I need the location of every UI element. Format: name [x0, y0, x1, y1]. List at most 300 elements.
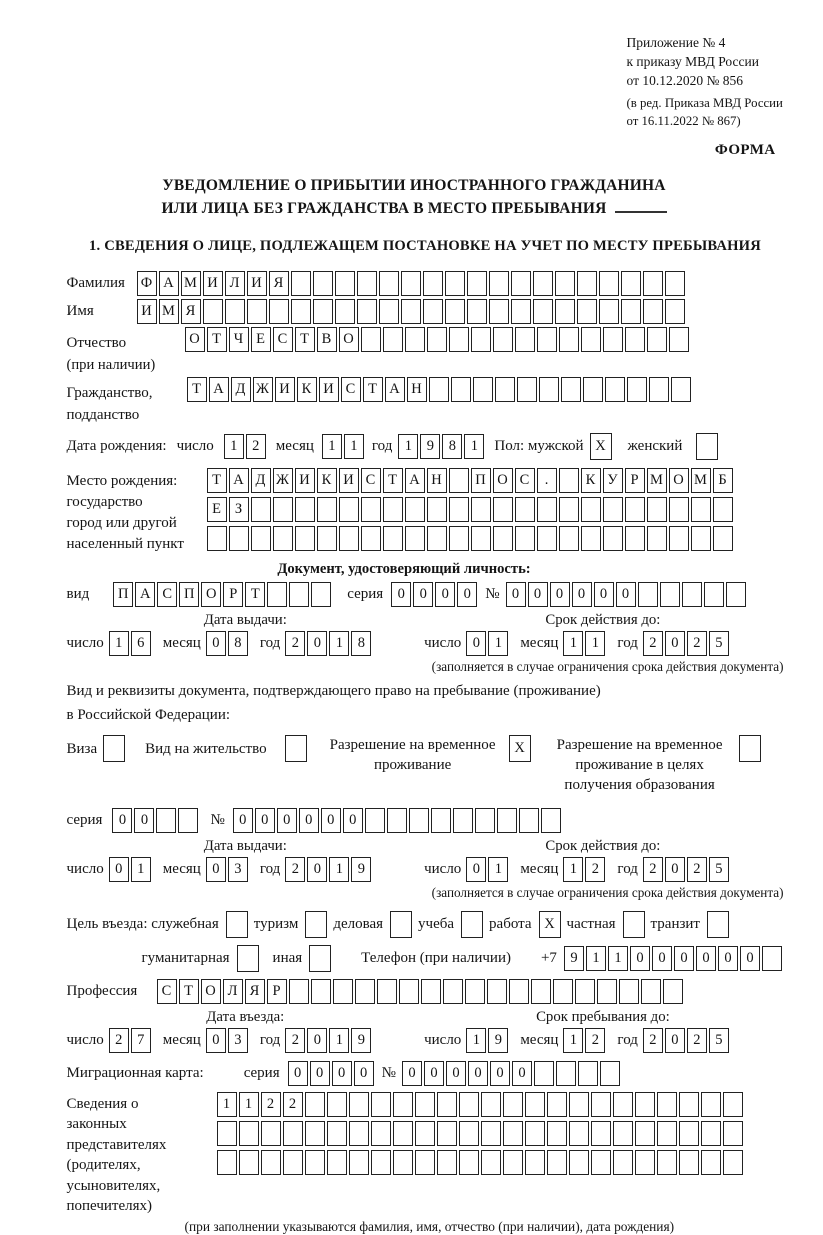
form-cell-empty[interactable]: [623, 911, 645, 938]
form-cell-filled[interactable]: 2: [643, 631, 663, 656]
form-cell-filled[interactable]: Ф: [137, 271, 157, 296]
form-cell-filled[interactable]: К: [317, 468, 337, 493]
form-cell-empty[interactable]: [643, 271, 663, 296]
form-cell-filled[interactable]: Я: [181, 299, 201, 324]
form-cell-empty[interactable]: [515, 497, 535, 522]
form-cell-filled[interactable]: 1: [224, 434, 244, 459]
form-cell-filled[interactable]: М: [647, 468, 667, 493]
form-cell-filled[interactable]: И: [339, 468, 359, 493]
form-cell-empty[interactable]: [541, 808, 561, 833]
form-cell-empty[interactable]: [251, 497, 271, 522]
form-cell-empty[interactable]: [647, 526, 667, 551]
form-cell-filled[interactable]: П: [113, 582, 133, 607]
form-cell-empty[interactable]: [289, 979, 309, 1004]
form-cell-empty[interactable]: [445, 271, 465, 296]
form-cell-empty[interactable]: [660, 582, 680, 607]
form-cell-filled[interactable]: Т: [363, 377, 383, 402]
form-cell-filled[interactable]: 0: [343, 808, 363, 833]
form-cell-empty[interactable]: [569, 1092, 589, 1117]
form-cell-filled[interactable]: Д: [231, 377, 251, 402]
form-cell-empty[interactable]: [591, 1092, 611, 1117]
form-cell-empty[interactable]: [493, 327, 513, 352]
form-cell-filled[interactable]: 6: [131, 631, 151, 656]
form-cell-empty[interactable]: [547, 1121, 567, 1146]
form-cell-empty[interactable]: [295, 526, 315, 551]
form-cell-empty[interactable]: [553, 979, 573, 1004]
form-cell-filled[interactable]: 2: [283, 1092, 303, 1117]
form-cell-empty[interactable]: [409, 808, 429, 833]
form-cell-empty[interactable]: [393, 1150, 413, 1175]
form-cell-empty[interactable]: [739, 735, 761, 762]
form-cell-filled[interactable]: 0: [332, 1061, 352, 1086]
form-cell-filled[interactable]: 0: [134, 808, 154, 833]
form-cell-filled[interactable]: 8: [351, 631, 371, 656]
form-cell-empty[interactable]: [605, 377, 625, 402]
form-cell-empty[interactable]: [251, 526, 271, 551]
form-cell-empty[interactable]: [467, 299, 487, 324]
form-cell-empty[interactable]: [621, 299, 641, 324]
form-cell-empty[interactable]: [493, 526, 513, 551]
form-cell-empty[interactable]: [421, 979, 441, 1004]
form-cell-empty[interactable]: [349, 1092, 369, 1117]
form-cell-empty[interactable]: [509, 979, 529, 1004]
form-cell-empty[interactable]: [635, 1121, 655, 1146]
form-cell-empty[interactable]: [461, 911, 483, 938]
form-cell-filled[interactable]: Р: [625, 468, 645, 493]
form-cell-filled[interactable]: 1: [608, 946, 628, 971]
form-cell-empty[interactable]: [459, 1150, 479, 1175]
form-cell-filled[interactable]: 0: [307, 857, 327, 882]
form-cell-filled[interactable]: И: [295, 468, 315, 493]
form-cell-empty[interactable]: [383, 526, 403, 551]
form-cell-empty[interactable]: [247, 299, 267, 324]
form-cell-filled[interactable]: 0: [630, 946, 650, 971]
form-cell-filled[interactable]: Л: [225, 271, 245, 296]
form-cell-filled[interactable]: 0: [435, 582, 455, 607]
form-cell-empty[interactable]: [365, 808, 385, 833]
form-cell-empty[interactable]: [723, 1121, 743, 1146]
form-cell-filled[interactable]: Я: [269, 271, 289, 296]
form-cell-empty[interactable]: [647, 497, 667, 522]
form-cell-empty[interactable]: [178, 808, 198, 833]
form-cell-empty[interactable]: [437, 1150, 457, 1175]
form-cell-empty[interactable]: [401, 271, 421, 296]
form-cell-empty[interactable]: [691, 526, 711, 551]
form-cell-empty[interactable]: [635, 1150, 655, 1175]
form-cell-empty[interactable]: [525, 1092, 545, 1117]
form-cell-empty[interactable]: [555, 271, 575, 296]
form-cell-filled[interactable]: А: [209, 377, 229, 402]
form-cell-filled[interactable]: 3: [228, 857, 248, 882]
form-cell-filled[interactable]: С: [273, 327, 293, 352]
form-cell-empty[interactable]: [643, 299, 663, 324]
form-cell-empty[interactable]: [459, 1121, 479, 1146]
form-cell-empty[interactable]: [534, 1061, 554, 1086]
form-cell-empty[interactable]: [487, 979, 507, 1004]
form-cell-empty[interactable]: [613, 1121, 633, 1146]
form-cell-empty[interactable]: [285, 735, 307, 762]
form-cell-filled[interactable]: С: [157, 582, 177, 607]
form-cell-filled[interactable]: К: [297, 377, 317, 402]
form-cell-filled[interactable]: 0: [665, 857, 685, 882]
form-cell-empty[interactable]: [237, 945, 259, 972]
form-cell-filled[interactable]: Н: [427, 468, 447, 493]
form-cell-filled[interactable]: 0: [466, 631, 486, 656]
form-cell-empty[interactable]: [471, 327, 491, 352]
form-cell-filled[interactable]: И: [203, 271, 223, 296]
form-cell-empty[interactable]: [437, 1092, 457, 1117]
form-cell-filled[interactable]: Ч: [229, 327, 249, 352]
form-cell-filled[interactable]: Т: [383, 468, 403, 493]
form-cell-empty[interactable]: [671, 377, 691, 402]
form-cell-empty[interactable]: [679, 1092, 699, 1117]
form-cell-empty[interactable]: [517, 377, 537, 402]
form-cell-empty[interactable]: [217, 1150, 237, 1175]
form-cell-empty[interactable]: [581, 526, 601, 551]
form-cell-empty[interactable]: [423, 271, 443, 296]
form-cell-empty[interactable]: [635, 1092, 655, 1117]
form-cell-empty[interactable]: [405, 327, 425, 352]
form-cell-empty[interactable]: [371, 1092, 391, 1117]
form-cell-empty[interactable]: [569, 1121, 589, 1146]
form-cell-filled[interactable]: 0: [391, 582, 411, 607]
form-cell-filled[interactable]: 1: [398, 434, 418, 459]
form-cell-empty[interactable]: [537, 327, 557, 352]
form-cell-filled[interactable]: 1: [488, 631, 508, 656]
form-cell-empty[interactable]: [701, 1092, 721, 1117]
form-cell-filled[interactable]: 1: [586, 946, 606, 971]
form-cell-filled[interactable]: 2: [585, 1028, 605, 1053]
form-cell-filled[interactable]: Д: [251, 468, 271, 493]
form-cell-empty[interactable]: [581, 327, 601, 352]
form-cell-empty[interactable]: [361, 497, 381, 522]
form-cell-filled[interactable]: О: [201, 979, 221, 1004]
form-cell-filled[interactable]: 0: [424, 1061, 444, 1086]
form-cell-filled[interactable]: 0: [206, 1028, 226, 1053]
form-cell-empty[interactable]: [317, 497, 337, 522]
form-cell-filled[interactable]: Н: [407, 377, 427, 402]
form-cell-empty[interactable]: [283, 1121, 303, 1146]
form-cell-empty[interactable]: [349, 1150, 369, 1175]
form-cell-empty[interactable]: [613, 1150, 633, 1175]
form-cell-empty[interactable]: [427, 327, 447, 352]
form-cell-empty[interactable]: [701, 1121, 721, 1146]
form-cell-filled[interactable]: 1: [563, 1028, 583, 1053]
form-cell-empty[interactable]: [515, 526, 535, 551]
form-cell-empty[interactable]: [273, 497, 293, 522]
form-cell-filled[interactable]: 0: [233, 808, 253, 833]
form-cell-empty[interactable]: [493, 497, 513, 522]
form-cell-filled[interactable]: 0: [402, 1061, 422, 1086]
form-cell-empty[interactable]: [713, 526, 733, 551]
form-cell-empty[interactable]: [669, 327, 689, 352]
form-cell-empty[interactable]: [379, 299, 399, 324]
form-cell-empty[interactable]: [371, 1150, 391, 1175]
form-cell-empty[interactable]: [537, 497, 557, 522]
form-cell-filled[interactable]: Ж: [273, 468, 293, 493]
form-cell-filled[interactable]: 1: [585, 631, 605, 656]
form-cell-filled[interactable]: 0: [490, 1061, 510, 1086]
form-cell-filled[interactable]: Т: [207, 468, 227, 493]
form-cell-empty[interactable]: [335, 299, 355, 324]
form-cell-empty[interactable]: [503, 1150, 523, 1175]
form-cell-empty[interactable]: [497, 808, 517, 833]
form-cell-empty[interactable]: [273, 526, 293, 551]
form-cell-filled[interactable]: 0: [446, 1061, 466, 1086]
form-cell-empty[interactable]: [641, 979, 661, 1004]
form-cell-empty[interactable]: [305, 911, 327, 938]
form-cell-filled[interactable]: 2: [687, 1028, 707, 1053]
form-cell-empty[interactable]: [291, 299, 311, 324]
form-cell-empty[interactable]: [327, 1121, 347, 1146]
form-cell-filled[interactable]: 1: [239, 1092, 259, 1117]
form-cell-empty[interactable]: [427, 497, 447, 522]
form-cell-empty[interactable]: [515, 327, 535, 352]
form-cell-empty[interactable]: [691, 497, 711, 522]
form-cell-filled[interactable]: С: [341, 377, 361, 402]
form-cell-empty[interactable]: [333, 979, 353, 1004]
form-cell-empty[interactable]: [357, 271, 377, 296]
form-cell-empty[interactable]: [361, 327, 381, 352]
form-cell-empty[interactable]: [559, 497, 579, 522]
form-cell-filled[interactable]: И: [319, 377, 339, 402]
form-cell-empty[interactable]: [415, 1121, 435, 1146]
form-cell-empty[interactable]: [726, 582, 746, 607]
form-cell-empty[interactable]: [613, 1092, 633, 1117]
form-cell-filled[interactable]: С: [361, 468, 381, 493]
form-cell-filled[interactable]: 0: [206, 857, 226, 882]
form-cell-empty[interactable]: [459, 1092, 479, 1117]
form-cell-empty[interactable]: [679, 1121, 699, 1146]
form-cell-empty[interactable]: [289, 582, 309, 607]
form-cell-empty[interactable]: [269, 299, 289, 324]
form-cell-filled[interactable]: М: [181, 271, 201, 296]
form-cell-empty[interactable]: [217, 1121, 237, 1146]
form-cell-empty[interactable]: [423, 299, 443, 324]
form-cell-empty[interactable]: [291, 271, 311, 296]
form-cell-filled[interactable]: 0: [506, 582, 526, 607]
form-cell-empty[interactable]: [575, 979, 595, 1004]
form-cell-empty[interactable]: [569, 1150, 589, 1175]
form-cell-empty[interactable]: [481, 1121, 501, 1146]
form-cell-filled[interactable]: 0: [299, 808, 319, 833]
form-cell-empty[interactable]: [445, 299, 465, 324]
form-cell-empty[interactable]: [387, 808, 407, 833]
form-cell-empty[interactable]: [599, 299, 619, 324]
form-cell-filled[interactable]: У: [603, 468, 623, 493]
form-cell-filled[interactable]: 5: [709, 1028, 729, 1053]
form-cell-empty[interactable]: [578, 1061, 598, 1086]
form-cell-empty[interactable]: [305, 1121, 325, 1146]
form-cell-filled[interactable]: 1: [329, 857, 349, 882]
form-cell-empty[interactable]: [679, 1150, 699, 1175]
form-cell-filled[interactable]: 8: [228, 631, 248, 656]
form-cell-filled[interactable]: А: [405, 468, 425, 493]
form-cell-filled[interactable]: М: [691, 468, 711, 493]
form-cell-filled[interactable]: С: [157, 979, 177, 1004]
form-cell-filled[interactable]: Т: [207, 327, 227, 352]
form-cell-empty[interactable]: [207, 526, 227, 551]
form-cell-filled[interactable]: О: [669, 468, 689, 493]
form-cell-empty[interactable]: [393, 1092, 413, 1117]
form-cell-empty[interactable]: [390, 911, 412, 938]
form-cell-empty[interactable]: [405, 526, 425, 551]
form-cell-empty[interactable]: [704, 582, 724, 607]
form-cell-empty[interactable]: [415, 1150, 435, 1175]
form-cell-empty[interactable]: [547, 1092, 567, 1117]
form-cell-empty[interactable]: [577, 299, 597, 324]
form-cell-empty[interactable]: [638, 582, 658, 607]
form-cell-filled[interactable]: 1: [563, 857, 583, 882]
form-cell-empty[interactable]: [355, 979, 375, 1004]
form-cell-filled[interactable]: Т: [245, 582, 265, 607]
form-cell-filled[interactable]: К: [581, 468, 601, 493]
form-cell-filled[interactable]: С: [515, 468, 535, 493]
form-cell-filled[interactable]: А: [229, 468, 249, 493]
form-cell-filled[interactable]: 0: [572, 582, 592, 607]
form-cell-filled[interactable]: М: [159, 299, 179, 324]
form-cell-empty[interactable]: [239, 1121, 259, 1146]
form-cell-empty[interactable]: [559, 327, 579, 352]
form-cell-filled[interactable]: 1: [464, 434, 484, 459]
form-cell-empty[interactable]: [723, 1150, 743, 1175]
form-cell-filled[interactable]: 0: [206, 631, 226, 656]
form-cell-empty[interactable]: [481, 1150, 501, 1175]
form-cell-empty[interactable]: [597, 979, 617, 1004]
form-cell-empty[interactable]: [723, 1092, 743, 1117]
form-cell-empty[interactable]: [762, 946, 782, 971]
form-cell-filled[interactable]: 0: [594, 582, 614, 607]
form-cell-filled[interactable]: 0: [457, 582, 477, 607]
form-cell-empty[interactable]: [561, 377, 581, 402]
form-cell-empty[interactable]: [156, 808, 176, 833]
form-cell-empty[interactable]: [555, 299, 575, 324]
form-cell-empty[interactable]: [377, 979, 397, 1004]
form-cell-empty[interactable]: [349, 1121, 369, 1146]
form-cell-empty[interactable]: [665, 271, 685, 296]
form-cell-empty[interactable]: [305, 1150, 325, 1175]
form-cell-empty[interactable]: [327, 1150, 347, 1175]
form-cell-filled[interactable]: 1: [563, 631, 583, 656]
form-cell-filled[interactable]: X: [539, 911, 561, 938]
form-cell-empty[interactable]: [511, 299, 531, 324]
form-cell-filled[interactable]: 2: [109, 1028, 129, 1053]
form-cell-empty[interactable]: [503, 1121, 523, 1146]
form-cell-filled[interactable]: 1: [466, 1028, 486, 1053]
form-cell-empty[interactable]: [229, 526, 249, 551]
form-cell-filled[interactable]: 0: [277, 808, 297, 833]
form-cell-empty[interactable]: [371, 1121, 391, 1146]
form-cell-empty[interactable]: [317, 526, 337, 551]
form-cell-empty[interactable]: [525, 1150, 545, 1175]
form-cell-empty[interactable]: [625, 497, 645, 522]
form-cell-empty[interactable]: [311, 582, 331, 607]
form-cell-empty[interactable]: [383, 497, 403, 522]
form-cell-empty[interactable]: [696, 433, 718, 460]
form-cell-empty[interactable]: [503, 1092, 523, 1117]
form-cell-empty[interactable]: [449, 327, 469, 352]
form-cell-filled[interactable]: 0: [528, 582, 548, 607]
form-cell-filled[interactable]: О: [185, 327, 205, 352]
form-cell-filled[interactable]: 0: [740, 946, 760, 971]
form-cell-empty[interactable]: [625, 526, 645, 551]
form-cell-empty[interactable]: [525, 1121, 545, 1146]
form-cell-empty[interactable]: [547, 1150, 567, 1175]
form-cell-filled[interactable]: Ж: [253, 377, 273, 402]
form-cell-filled[interactable]: 9: [564, 946, 584, 971]
form-cell-empty[interactable]: [657, 1092, 677, 1117]
form-cell-empty[interactable]: [583, 377, 603, 402]
form-cell-empty[interactable]: [313, 271, 333, 296]
form-cell-filled[interactable]: А: [135, 582, 155, 607]
form-cell-empty[interactable]: [311, 979, 331, 1004]
form-cell-empty[interactable]: [429, 377, 449, 402]
form-cell-empty[interactable]: [665, 299, 685, 324]
form-cell-empty[interactable]: [449, 468, 469, 493]
form-cell-filled[interactable]: Б: [713, 468, 733, 493]
form-cell-empty[interactable]: [649, 377, 669, 402]
form-cell-empty[interactable]: [603, 526, 623, 551]
form-cell-filled[interactable]: 2: [643, 857, 663, 882]
form-cell-empty[interactable]: [305, 1092, 325, 1117]
form-cell-empty[interactable]: [475, 808, 495, 833]
form-cell-filled[interactable]: О: [493, 468, 513, 493]
form-cell-filled[interactable]: 1: [217, 1092, 237, 1117]
form-cell-empty[interactable]: [399, 979, 419, 1004]
form-cell-filled[interactable]: X: [590, 433, 612, 460]
form-cell-filled[interactable]: 0: [109, 857, 129, 882]
form-cell-empty[interactable]: [471, 497, 491, 522]
form-cell-empty[interactable]: [669, 497, 689, 522]
form-cell-empty[interactable]: [339, 497, 359, 522]
form-cell-empty[interactable]: [519, 808, 539, 833]
form-cell-empty[interactable]: [559, 468, 579, 493]
form-cell-empty[interactable]: [261, 1150, 281, 1175]
form-cell-filled[interactable]: 2: [687, 631, 707, 656]
form-cell-filled[interactable]: 0: [310, 1061, 330, 1086]
form-cell-empty[interactable]: [539, 377, 559, 402]
form-cell-empty[interactable]: [647, 327, 667, 352]
form-cell-filled[interactable]: 0: [354, 1061, 374, 1086]
form-cell-filled[interactable]: И: [247, 271, 267, 296]
form-cell-empty[interactable]: [203, 299, 223, 324]
form-cell-empty[interactable]: [226, 911, 248, 938]
form-cell-empty[interactable]: [707, 911, 729, 938]
form-cell-filled[interactable]: Р: [267, 979, 287, 1004]
form-cell-filled[interactable]: 0: [413, 582, 433, 607]
form-cell-empty[interactable]: [603, 327, 623, 352]
form-cell-filled[interactable]: 2: [687, 857, 707, 882]
form-cell-empty[interactable]: [713, 497, 733, 522]
form-cell-filled[interactable]: 0: [550, 582, 570, 607]
form-cell-filled[interactable]: Т: [295, 327, 315, 352]
form-cell-filled[interactable]: 5: [709, 631, 729, 656]
form-cell-filled[interactable]: 9: [488, 1028, 508, 1053]
form-cell-empty[interactable]: [669, 526, 689, 551]
form-cell-filled[interactable]: Е: [207, 497, 227, 522]
form-cell-empty[interactable]: [465, 979, 485, 1004]
form-cell-empty[interactable]: [599, 271, 619, 296]
form-cell-empty[interactable]: [537, 526, 557, 551]
form-cell-filled[interactable]: 2: [585, 857, 605, 882]
form-cell-filled[interactable]: 0: [616, 582, 636, 607]
form-cell-empty[interactable]: [379, 271, 399, 296]
form-cell-empty[interactable]: [531, 979, 551, 1004]
form-cell-filled[interactable]: 1: [329, 631, 349, 656]
form-cell-empty[interactable]: [405, 497, 425, 522]
form-cell-empty[interactable]: [603, 497, 623, 522]
form-cell-empty[interactable]: [533, 299, 553, 324]
